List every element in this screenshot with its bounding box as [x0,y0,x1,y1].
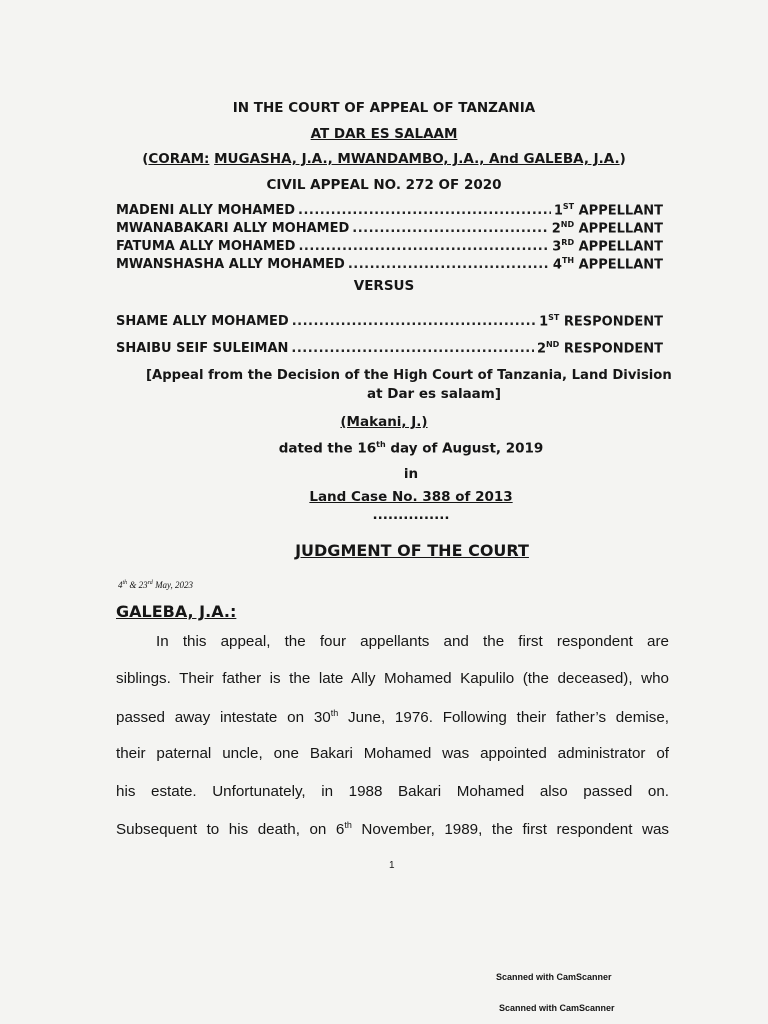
coram-label: CORAM: [148,151,210,167]
party-ordinal: 2ND APPELLANT [551,220,663,237]
leader-dots [298,239,549,254]
camscanner-watermark: Scanned with CamScanner [499,1003,615,1013]
leader-dots [348,257,550,272]
case-number: CIVIL APPEAL NO. 272 OF 2020 [266,177,502,193]
appellant-row [116,238,663,254]
coram-judges: MUGASHA, J.A., MWANDAMBO, J.A., And GALEBA, J.A. [214,151,620,167]
appellant-row [116,220,663,236]
leader-dots [292,314,536,329]
court-title: IN THE COURT OF APPEAL OF TANZANIA [232,100,536,116]
body-line: passed away intestate on 30th June, 1976. Following their father’s demise, [116,708,669,727]
party-name: SHAME ALLY MOHAMED [116,314,289,330]
trial-judge: (Makani, J.) [340,414,428,430]
leader-dots [298,203,551,218]
body-line: their paternal uncle, one Bakari Mohamed was appointed administrator of [116,745,669,762]
body-line: Subsequent to his death, on 6th November, 1989, the first respondent was [116,820,669,839]
party-ordinal: 3RD APPELLANT [552,238,663,255]
leader-dots [291,341,534,356]
party-name: FATUMA ALLY MOHAMED [116,239,296,255]
party-name: MADENI ALLY MOHAMED [116,203,295,219]
camscanner-watermark: Scanned with CamScanner [496,972,612,982]
appellant-row [116,202,663,218]
respondent-row [116,313,663,329]
party-name: MWANSHASHA ALLY MOHAMED [116,257,345,273]
party-name: SHAIBU SEIF SULEIMAN [116,341,289,357]
leader-dots [352,221,548,236]
appellant-row [116,256,663,272]
decision-date: dated the 16th day of August, 2019 [278,440,544,457]
party-ordinal: 1ST RESPONDENT [539,313,663,330]
hearing-dates: 4th & 23rd May, 2023 [118,580,194,590]
party-ordinal: 1ST APPELLANT [553,202,663,219]
party-name: MWANABAKARI ALLY MOHAMED [116,221,350,237]
body-line: his estate. Unfortunately, in 1988 Bakari Mohamed also passed on. [116,783,669,800]
separator-dots: ............... [372,507,450,523]
party-ordinal: 4TH APPELLANT [552,256,663,273]
judgment-author: GALEBA, J.A.: [116,602,237,621]
appeal-source-line2: at Dar es salaam] [366,386,502,402]
body-line: siblings. Their father is the late Ally Mohamed Kapulilo (the deceased), who [116,670,669,687]
in-label: in [403,466,419,482]
respondent-row [116,340,663,356]
page-number: 1 [389,860,395,871]
appeal-source-line1: [Appeal from the Decision of the High Court of Tanzania, Land Division [146,368,672,383]
land-case-number: Land Case No. 388 of 2013 [309,489,513,505]
party-ordinal: 2ND RESPONDENT [536,340,663,357]
judgment-title: JUDGMENT OF THE COURT [295,541,529,560]
versus-label: VERSUS [353,278,415,294]
court-location: AT DAR ES SALAAM [310,126,458,142]
body-line: In this appeal, the four appellants and the first respondent are [156,633,669,650]
coram-line: (CORAM: MUGASHA, J.A., MWANDAMBO, J.A., And GALEBA, J.A.) [142,151,626,167]
